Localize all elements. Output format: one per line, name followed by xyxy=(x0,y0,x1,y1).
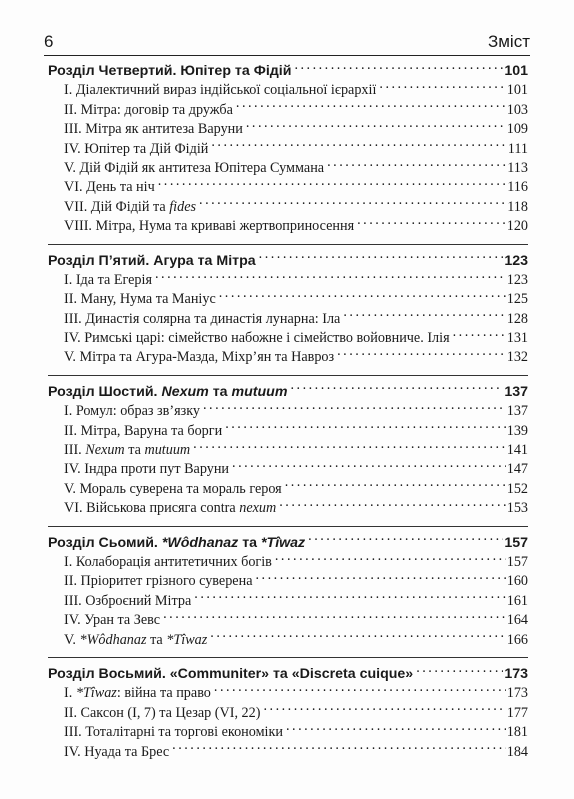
toc-entry[interactable] xyxy=(48,499,528,518)
entry-page: 101 xyxy=(506,82,528,99)
chapter-page: 173 xyxy=(504,665,528,682)
toc-entry[interactable] xyxy=(48,402,528,421)
toc-entry[interactable] xyxy=(48,140,528,159)
running-title: Зміст xyxy=(487,32,530,51)
chapter-heading[interactable] xyxy=(48,62,528,81)
toc-entry[interactable] xyxy=(48,441,528,460)
section-divider xyxy=(48,375,528,376)
entry-title: IV. Нуада та Брес xyxy=(64,743,170,760)
page-number: 6 xyxy=(44,32,54,51)
toc-entry[interactable] xyxy=(48,217,528,236)
entry-title: I. Колаборація антитетичних богів xyxy=(64,553,272,570)
toc-entry[interactable] xyxy=(48,460,528,479)
entry-page: 120 xyxy=(506,218,528,235)
toc-entry[interactable] xyxy=(48,611,528,630)
entry-page: 160 xyxy=(506,573,528,590)
chapter-heading[interactable] xyxy=(48,534,528,553)
entry-title: II. Саксон (I, 7) та Цезар (VI, 22) xyxy=(64,704,261,721)
entry-title: III. Nexum та mutuum xyxy=(64,442,191,459)
entry-page: 161 xyxy=(506,592,528,609)
entry-title: V. Дій Фідій як антитеза Юпітера Суммана xyxy=(64,159,325,176)
entry-page: 181 xyxy=(506,724,528,741)
entry-title: VI. День та ніч xyxy=(64,179,155,196)
entry-page: 109 xyxy=(506,121,528,138)
entry-page: 157 xyxy=(506,553,528,570)
toc-entry[interactable] xyxy=(48,348,528,367)
entry-title: VII. Дій Фідій та fides xyxy=(64,198,197,215)
entry-title: V. *Wôdhanaz та *Tîwaz xyxy=(64,631,208,648)
entry-title: II. Пріоритет грізного суверена xyxy=(64,573,253,590)
entry-page: 125 xyxy=(506,291,528,308)
entry-page: 173 xyxy=(506,685,528,702)
entry-title: IV. Індра проти пут Варуни xyxy=(64,461,230,478)
chapter-title: Розділ Шостий. Nexum та mutuum xyxy=(48,383,288,400)
toc-entry[interactable] xyxy=(48,480,528,499)
entry-title: V. Мітра та Агура-Мазда, Міхр’ян та Навроз xyxy=(64,349,335,366)
toc-entry[interactable] xyxy=(48,271,528,290)
toc-entry[interactable] xyxy=(48,101,528,120)
chapter-page: 137 xyxy=(504,383,528,400)
toc-entry[interactable] xyxy=(48,553,528,572)
toc-section xyxy=(48,252,528,368)
entry-page: 177 xyxy=(506,704,528,721)
table-of-contents xyxy=(48,62,528,769)
section-divider xyxy=(48,526,528,527)
entry-page: 184 xyxy=(506,743,528,760)
entry-page: 118 xyxy=(507,198,528,215)
entry-title: II. Мітра, Варуна та борги xyxy=(64,422,223,439)
toc-entry[interactable] xyxy=(48,178,528,197)
toc-entry[interactable] xyxy=(48,310,528,329)
toc-entry[interactable] xyxy=(48,704,528,723)
entry-page: 141 xyxy=(506,442,528,459)
entry-page: 152 xyxy=(506,480,528,497)
toc-entry[interactable] xyxy=(48,743,528,762)
entry-title: II. Мітра: договір та дружба xyxy=(64,101,233,118)
toc-entry[interactable] xyxy=(48,198,528,217)
entry-title: I. *Tîwaz: війна та право xyxy=(64,685,211,702)
entry-title: III. Тоталітарні та торгові економіки xyxy=(64,724,283,741)
entry-page: 128 xyxy=(506,310,528,327)
entry-page: 103 xyxy=(506,101,528,118)
entry-title: I. Діалектичний вираз індійської соціальної ієрархії xyxy=(64,82,377,99)
toc-entry[interactable] xyxy=(48,723,528,742)
section-divider xyxy=(48,657,528,658)
entry-page: 123 xyxy=(506,271,528,288)
entry-title: IV. Уран та Зевс xyxy=(64,612,161,629)
entry-title: III. Мітра як антитеза Варуни xyxy=(64,121,243,138)
toc-entry[interactable] xyxy=(48,684,528,703)
entry-page: 153 xyxy=(506,500,528,517)
entry-page: 131 xyxy=(506,330,528,347)
entry-page: 164 xyxy=(506,612,528,629)
entry-title: VIII. Мітра, Нума та криваві жертвоприносення xyxy=(64,218,355,235)
chapter-title: Розділ Четвертий. Юпітер та Фідій xyxy=(48,63,292,79)
chapter-title: Розділ Восьмий. «Communiter» та «Discreta cuique» xyxy=(48,665,414,682)
section-divider xyxy=(48,244,528,245)
entry-page: 139 xyxy=(506,422,528,439)
chapter-page: 123 xyxy=(504,252,528,269)
entry-page: 111 xyxy=(507,140,528,157)
toc-entry[interactable] xyxy=(48,422,528,441)
toc-entry[interactable] xyxy=(48,572,528,591)
toc-entry[interactable] xyxy=(48,120,528,139)
entry-title: III. Озброєний Мітра xyxy=(64,592,192,609)
toc-entry[interactable] xyxy=(48,159,528,178)
entry-page: 113 xyxy=(507,159,528,176)
chapter-heading[interactable] xyxy=(48,665,528,684)
toc-section xyxy=(48,534,528,650)
header-rule xyxy=(44,55,530,56)
entry-title: III. Династія солярна та династія лунарна: Іла xyxy=(64,310,341,327)
entry-title: I. Іда та Егерія xyxy=(64,271,152,288)
entry-page: 132 xyxy=(506,349,528,366)
entry-title: VI. Військова присяга contra nexum xyxy=(64,500,277,517)
toc-section xyxy=(48,383,528,519)
toc-section xyxy=(48,62,528,237)
toc-section xyxy=(48,665,528,762)
entry-title: V. Мораль суверена та мораль героя xyxy=(64,480,282,497)
toc-entry[interactable] xyxy=(48,81,528,100)
chapter-title: Розділ Сьомий. *Wôdhanaz та *Tîwaz xyxy=(48,534,306,551)
entry-page: 137 xyxy=(506,403,528,420)
entry-page: 116 xyxy=(507,179,528,196)
entry-title: IV. Юпітер та Дій Фідій xyxy=(64,140,209,157)
chapter-heading[interactable] xyxy=(48,383,528,402)
chapter-title: Розділ П’ятий. Агура та Мітра xyxy=(48,252,256,269)
entry-page: 147 xyxy=(506,461,528,478)
toc-entry[interactable] xyxy=(48,592,528,611)
entry-title: II. Ману, Нума та Маніус xyxy=(64,291,216,308)
page-header xyxy=(44,28,530,52)
entry-page: 166 xyxy=(506,631,528,648)
entry-title: I. Ромул: образ зв’язку xyxy=(64,403,200,420)
chapter-page: 101 xyxy=(504,63,528,79)
toc-entry[interactable] xyxy=(48,631,528,650)
chapter-page: 157 xyxy=(504,534,528,551)
chapter-heading[interactable] xyxy=(48,252,528,271)
toc-entry[interactable] xyxy=(48,329,528,348)
toc-entry[interactable] xyxy=(48,290,528,309)
entry-title: IV. Римські царі: сімейство набожне і сімейство войовниче. Ілія xyxy=(64,330,450,347)
